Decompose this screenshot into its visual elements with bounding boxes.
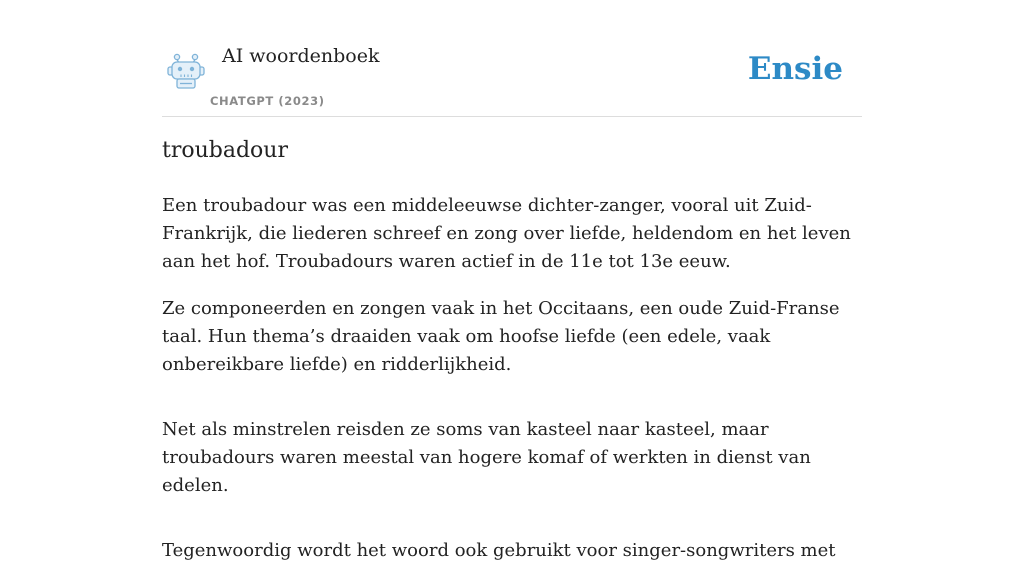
definition-paragraph: Ze componeerden en zongen vaak in het Occitaans, een oude Zuid-Franse taal. Hun thema’s draaiden vaak om hoofse liefde (een edele, vaak onbereikbare liefde) en ridderlijkheid. (162, 298, 840, 375)
robot-icon (166, 52, 206, 90)
dictionary-title[interactable]: AI woordenboek (222, 45, 380, 67)
ensie-logo[interactable]: Ensie (747, 51, 843, 87)
dictionary-source: CHATGPT (2023) (210, 94, 325, 108)
page (162, 0, 862, 561)
definition-paragraph: Tegenwoordig wordt het woord ook gebruikt voor singer-songwriters met (162, 540, 836, 561)
entry-word: troubadour (162, 138, 288, 163)
entry-definition (162, 192, 862, 584)
definition-paragraph: Net als minstrelen reisden ze soms van kasteel naar kasteel, maar troubadours waren meestal van hogere komaf of werkten in dienst van edelen. (162, 419, 811, 496)
header (162, 0, 862, 117)
definition-paragraph: Een troubadour was een middeleeuwse dichter-zanger, vooral uit Zuid-Frankrijk, die liederen schreef en zong over liefde, heldendom en het leven aan het hof. Troubadours waren actief in de 11e tot 13e eeuw. (162, 195, 851, 272)
